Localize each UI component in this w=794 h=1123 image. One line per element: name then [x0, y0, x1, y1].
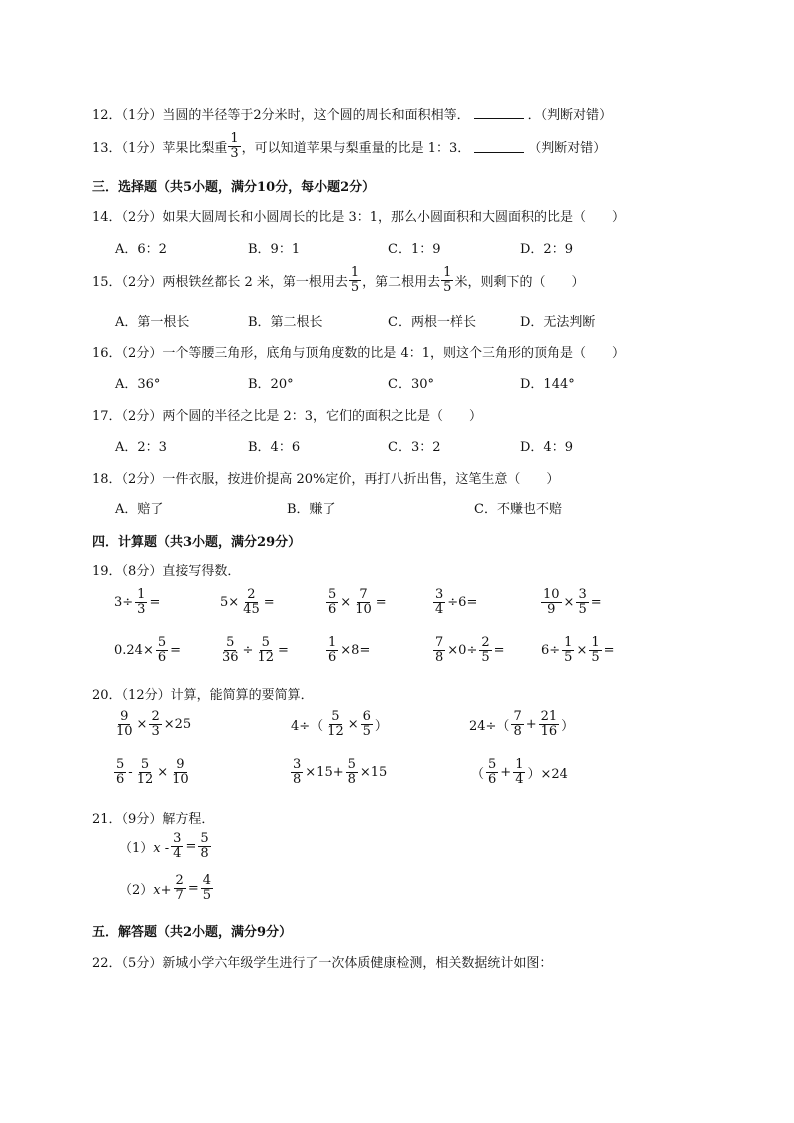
math-expression: 24÷（ $\frac{7}{8}$ + $\frac{21}{16}$ ） — [469, 709, 575, 739]
option-c[interactable]: C．3：2 — [388, 440, 441, 455]
question-13-pre: 13．（1分）苹果比梨重 — [92, 140, 228, 156]
fraction — [228, 132, 240, 160]
numerator: 1 — [443, 265, 452, 280]
math-expression: 0.24× $\frac{5}{6}$ = — [114, 635, 182, 665]
question-13-post: ，可以知道苹果与梨重量的比是 1：3． — [241, 140, 471, 156]
equation-1: （1）x - $\frac{3}{4}$ = $\frac{5}{8}$ — [119, 831, 209, 861]
question-13-tail: （判断对错） — [528, 140, 607, 156]
denominator: 5 — [350, 279, 360, 295]
question-13 — [92, 132, 606, 160]
answer-blank[interactable] — [474, 140, 524, 153]
math-expression: 6÷ $\frac{1}{5}$ × $\frac{1}{5}$ = — [541, 635, 615, 665]
section-heading-3: 三．选择题（共5小题，满分10分，每小题2分） — [92, 180, 376, 195]
question-12-tail: ．（判断对错） — [527, 108, 613, 123]
question-18: 18．（2分）一件衣服，按进价提高 20%定价，再打八折出售，这笔生意（ ） — [92, 472, 560, 487]
question-20: 20．（12分）计算，能简算的要简算． — [92, 688, 314, 703]
denominator: 5 — [443, 279, 452, 295]
option-c[interactable]: C．两根一样长 — [388, 315, 476, 330]
fraction — [441, 266, 453, 294]
question-15 — [92, 266, 584, 294]
question-15-pre: 15．（2分）两根铁丝都长 2 米，第一根用去 — [92, 274, 348, 290]
option-b[interactable]: B．4：6 — [248, 440, 301, 455]
math-expression: $\frac{5}{6}$ × $\frac{7}{10}$ = — [328, 587, 387, 617]
option-a[interactable]: A．赔了 — [115, 502, 164, 517]
math-expression: $\frac{7}{8}$ ×0÷ $\frac{2}{5}$ = — [435, 635, 505, 665]
option-d[interactable]: D．4：9 — [520, 440, 573, 455]
question-17: 17．（2分）两个圆的半径之比是 2：3，它们的面积之比是（ ） — [92, 409, 482, 424]
option-c[interactable]: C．30° — [388, 377, 434, 392]
math-expression: $\frac{5}{36}$ ÷ $\frac{5}{12}$ = — [222, 635, 289, 665]
math-expression: $\frac{3}{4}$ ÷6= — [435, 587, 478, 617]
option-c[interactable]: C．不赚也不赔 — [474, 502, 562, 517]
math-expression: $\frac{3}{8}$ ×15+ $\frac{5}{8}$ ×15 — [293, 757, 388, 787]
option-a[interactable]: A．第一根长 — [115, 315, 190, 330]
math-expression: 3÷ $\frac{1}{3}$ = — [114, 587, 161, 617]
option-b[interactable]: B．赚了 — [287, 502, 336, 517]
math-expression: 4÷（ $\frac{5}{12}$ × $\frac{6}{5}$ ） — [291, 709, 388, 739]
math-expression: $\frac{9}{10}$ × $\frac{2}{3}$ ×25 — [116, 709, 192, 739]
question-19: 19．（8分）直接写得数． — [92, 564, 241, 579]
option-b[interactable]: B．9：1 — [248, 242, 301, 257]
question-21: 21．（9分）解方程． — [92, 812, 215, 827]
question-15-post: 米，则剩下的（ ） — [454, 274, 585, 290]
numerator: 1 — [350, 265, 360, 280]
option-d[interactable]: D．2：9 — [520, 242, 573, 257]
option-b[interactable]: B．20° — [248, 377, 294, 392]
option-d[interactable]: D．无法判断 — [520, 315, 596, 330]
question-12-text: 12．（1分）当圆的半径等于2分米时，这个圆的周长和面积相等． — [92, 108, 470, 123]
question-22: 22．（5分）新城小学六年级学生进行了一次体质健康检测，相关数据统计如图： — [92, 956, 553, 971]
math-expression: 5× $\frac{2}{45}$ = — [220, 587, 275, 617]
question-14: 14．（2分）如果大圆周长和小圆周长的比是 3：1，那么小圆面积和大圆面积的比是（ ） — [92, 210, 625, 225]
numerator: 1 — [230, 131, 239, 146]
question-16: 16．（2分）一个等腰三角形，底角与顶角度数的比是 4：1，则这个三角形的顶角是（ ） — [92, 346, 625, 361]
option-a[interactable]: A．36° — [115, 377, 161, 392]
answer-blank[interactable] — [474, 106, 524, 119]
option-a[interactable]: A．2：3 — [115, 440, 167, 455]
math-expression: $\frac{10}{9}$ × $\frac{3}{5}$ = — [543, 587, 602, 617]
fraction — [349, 266, 361, 294]
section-heading-5: 五．解答题（共2小题，满分9分） — [92, 925, 293, 940]
math-expression: $\frac{1}{6}$ ×8= — [328, 635, 371, 665]
question-12 — [92, 104, 612, 123]
option-d[interactable]: D．144° — [520, 377, 575, 392]
equation-2: （2）x+ $\frac{2}{7}$ = $\frac{4}{5}$ — [119, 873, 211, 903]
option-a[interactable]: A．6：2 — [115, 242, 167, 257]
question-15-mid: ，第二根用去 — [362, 274, 441, 290]
denominator: 3 — [230, 145, 239, 161]
option-b[interactable]: B．第二根长 — [248, 315, 323, 330]
section-heading-4: 四．计算题（共3小题，满分29分） — [92, 535, 302, 550]
option-c[interactable]: C．1：9 — [388, 242, 441, 257]
math-expression: （ $\frac{5}{6}$ + $\frac{1}{4}$ ）×24 — [471, 757, 568, 787]
math-expression: $\frac{5}{6}$ - $\frac{5}{12}$ × $\frac{9}{10}$ — [116, 757, 189, 787]
